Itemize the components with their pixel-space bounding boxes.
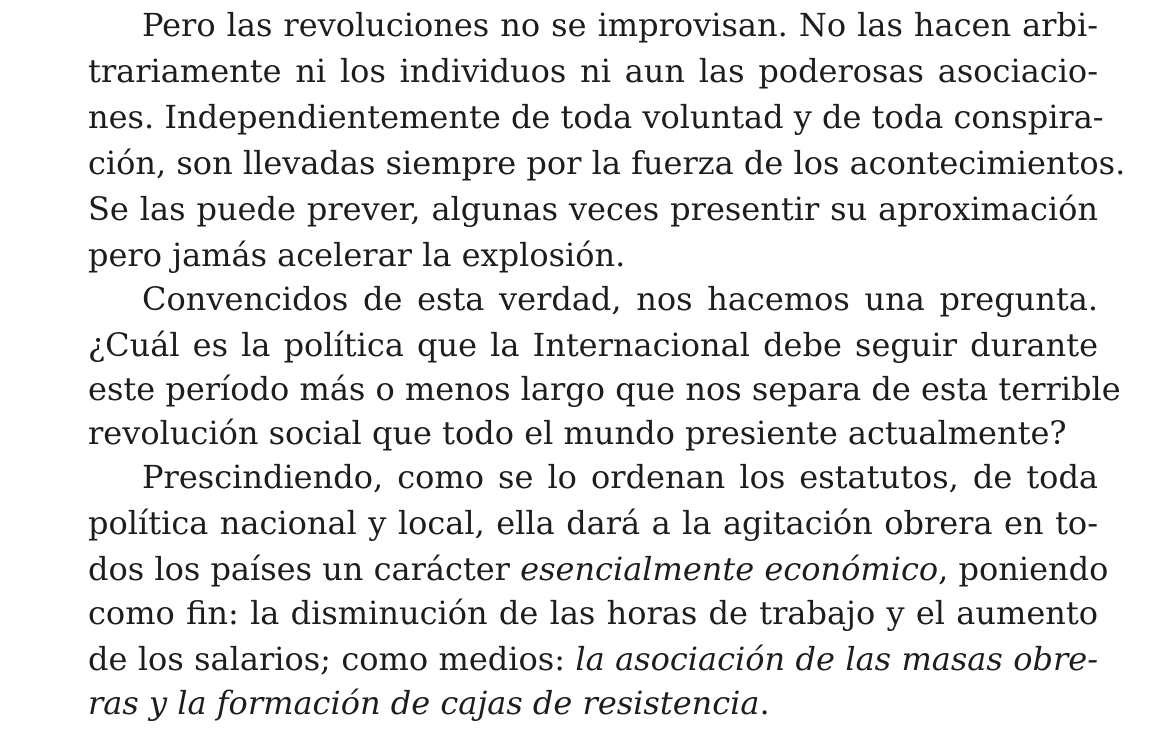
paragraph-3-line-3 [88, 546, 1109, 592]
paragraph-1-line-3: nes. Independientemente de toda voluntad y de toda conspira- [88, 98, 1104, 136]
line-6-text-after: . [759, 684, 770, 722]
paragraph-3-line-2: política nacional y local, ella dará a la agitación obrera en to- [88, 504, 1098, 542]
line-3-text-before: dos los países un carácter [88, 550, 521, 588]
paragraph-2-line-2: ¿Cuál es la política que la Internacional debe seguir durante [88, 326, 1098, 364]
paragraph-2-line-3: este período más o menos largo que nos separa de esta terrible [88, 370, 1121, 408]
italic-emphasis: esencialmente económico [520, 550, 939, 588]
paragraph-1-line-1: Pero las revoluciones no se improvisan. No las hacen arbi- [142, 6, 1098, 44]
italic-emphasis: ras y la formación de cajas de resistencia [88, 684, 760, 722]
paragraph-3-line-1: Prescindiendo, como se lo ordenan los estatutos, de toda [142, 458, 1098, 496]
paragraph-1-line-4: ción, son llevadas siempre por la fuerza de los acontecimientos. [88, 144, 1126, 182]
paragraph-3-line-6 [88, 680, 1098, 726]
paragraph-1-line-2: trariamente ni los individuos ni aun las poderosas asociacio- [88, 52, 1098, 90]
line-5-text-before: de los salarios; como medios: [88, 640, 576, 678]
paragraph-2-line-1: Convencidos de esta verdad, nos hacemos una pregunta. [142, 280, 1098, 318]
paragraph-2-line-4: revolución social que todo el mundo presiente actualmente? [88, 414, 1067, 452]
line-3-text-after: , poniendo [938, 550, 1109, 588]
paragraph-3-line-5 [88, 636, 1098, 682]
paragraph-1-line-5: Se las puede prever, algunas veces presentir su aproximación [88, 190, 1098, 228]
paragraph-3-line-4: como fin: la disminución de las horas de trabajo y el aumento [88, 594, 1098, 632]
italic-emphasis: la asociación de las masas obre- [575, 640, 1099, 678]
paragraph-1-line-6: pero jamás acelerar la explosión. [88, 236, 626, 274]
